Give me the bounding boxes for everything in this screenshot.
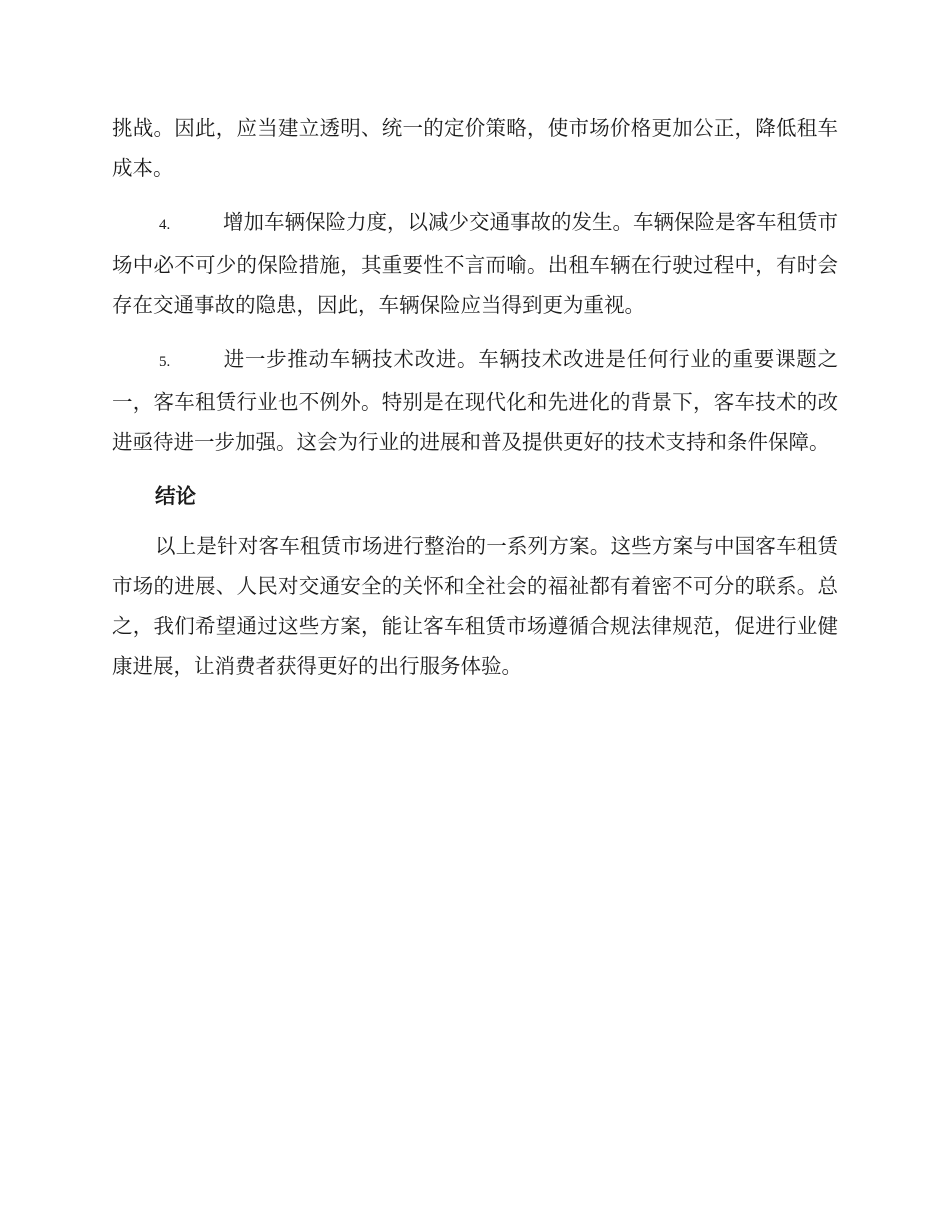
list-item-4 xyxy=(112,202,838,325)
list-number-5: 5. xyxy=(159,354,171,370)
list-item-5 xyxy=(112,339,838,462)
continuation-paragraph: 挑战。因此，应当建立透明、统一的定价策略，使市场价格更加公正，降低租车成本。 xyxy=(112,116,838,180)
conclusion-heading: 结论 xyxy=(155,484,196,508)
conclusion-paragraph: 以上是针对客车租赁市场进行整治的一系列方案。这些方案与中国客车租赁市场的进展、人民对交通安全的关怀和全社会的福祉都有着密不可分的联系。总之，我们希望通过这些方案，能让客车租赁市场遵循合规法律规范，促进行业健康进展，让消费者获得更好的出行服务体验。 xyxy=(112,534,838,678)
list-text-5: 进一步推动车辆技术改进。车辆技术改进是任何行业的重要课题之一，客车租赁行业也不例外。特别是在现代化和先进化的背景下，客车技术的改进亟待进一步加强。这会为行业的进展和普及提供更好的技术支持和条件保障。 xyxy=(112,347,838,454)
document-body xyxy=(112,108,838,700)
list-text-4: 增加车辆保险力度，以减少交通事故的发生。车辆保险是客车租赁市场中必不可少的保险措施，其重要性不言而喻。出租车辆在行驶过程中，有时会存在交通事故的隐患，因此，车辆保险应当得到更为重视。 xyxy=(112,210,838,317)
list-number-4: 4. xyxy=(159,217,171,233)
